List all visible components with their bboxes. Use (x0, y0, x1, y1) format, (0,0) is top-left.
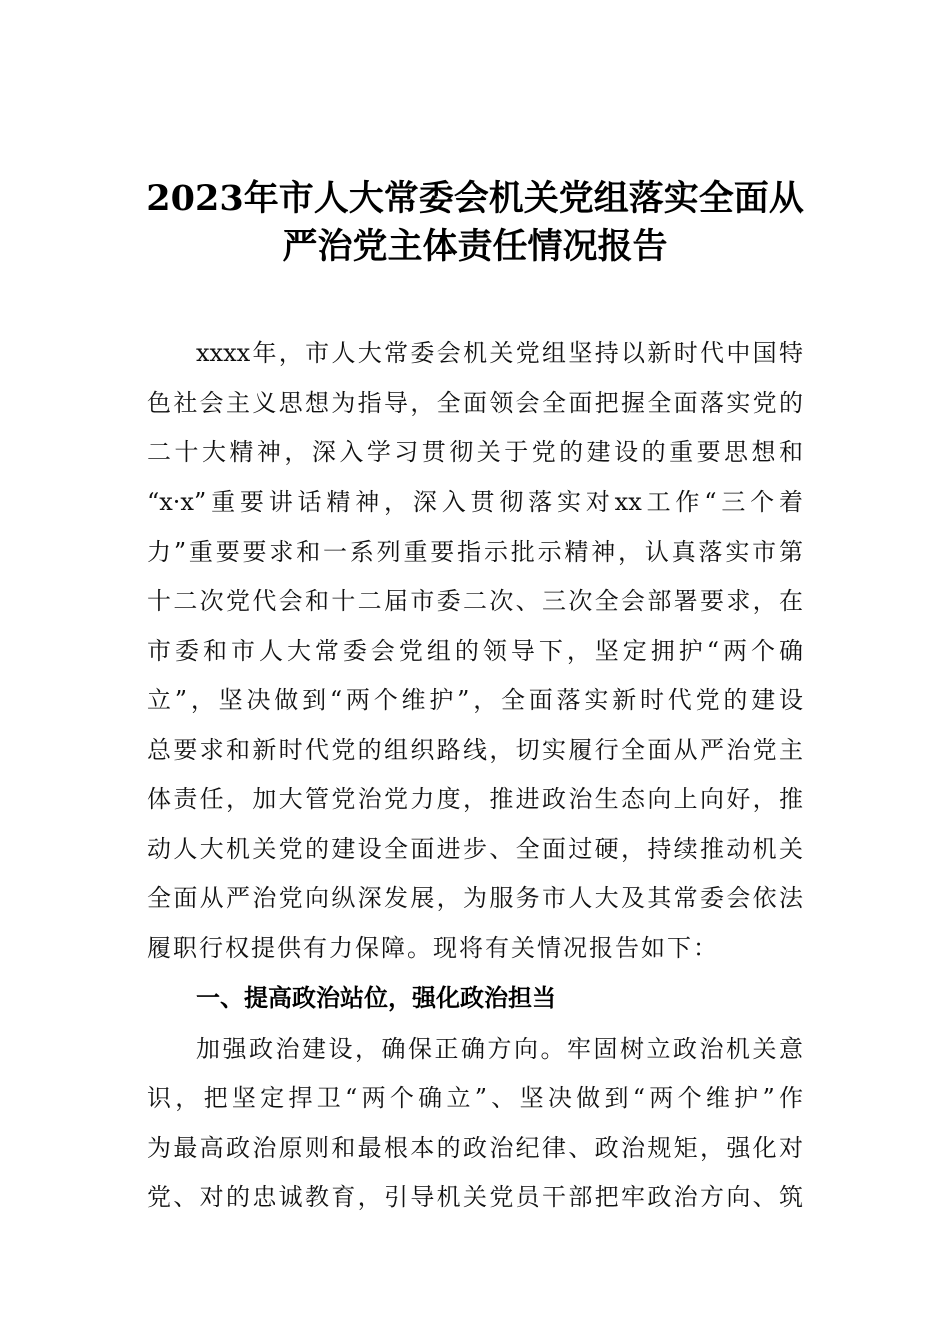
section-heading: 一、提高政治站位，强化政治担当 (196, 984, 556, 1012)
paragraph-2-line: 加强政治建设，确保正确方向。牢固树立政治机关意 (196, 1035, 803, 1063)
paragraph-1-line: 力”重要要求和一系列重要指示批示精神，认真落实市第 (147, 538, 803, 566)
document-title-line-2: 严治党主体责任情况报告 (282, 226, 668, 267)
paragraph-1-line: 体责任，加大管党治党力度，推进政治生态向上向好，推 (147, 785, 803, 813)
paragraph-1-line: 动人大机关党的建设全面进步、全面过硬，持续推动机关 (147, 835, 803, 863)
paragraph-1-line: 色社会主义思想为指导，全面领会全面把握全面落实党的 (147, 389, 803, 417)
paragraph-2-line: 识，把坚定捍卫“两个确立”、坚决做到“两个维护”作 (147, 1084, 803, 1112)
paragraph-1-line: 总要求和新时代党的组织路线，切实履行全面从严治党主 (147, 736, 803, 764)
document-title-line-1: 2023年市人大常委会机关党组落实全面从 (146, 178, 804, 219)
paragraph-2-line: 党、对的忠诚教育，引导机关党员干部把牢政治方向、筑 (147, 1183, 803, 1211)
paragraph-1-line: “x·x”重要讲话精神，深入贯彻落实对xx工作“三个着 (147, 488, 803, 516)
paragraph-2-line: 为最高政治原则和最根本的政治纪律、政治规矩，强化对 (147, 1134, 803, 1162)
paragraph-1-line: xxxx年，市人大常委会机关党组坚持以新时代中国特 (196, 339, 803, 367)
paragraph-1-line: 全面从严治党向纵深发展，为服务市人大及其常委会依法 (147, 884, 803, 912)
paragraph-1-line: 立”，坚决做到“两个维护”，全面落实新时代党的建设 (147, 686, 803, 714)
paragraph-1-line: 十二次党代会和十二届市委二次、三次全会部署要求，在 (147, 587, 803, 615)
paragraph-1-line: 二十大精神，深入学习贯彻关于党的建设的重要思想和 (147, 438, 803, 466)
paragraph-1-line: 履职行权提供有力保障。现将有关情况报告如下： (147, 934, 719, 962)
paragraph-1-line: 市委和市人大常委会党组的领导下，坚定拥护“两个确 (147, 637, 803, 665)
